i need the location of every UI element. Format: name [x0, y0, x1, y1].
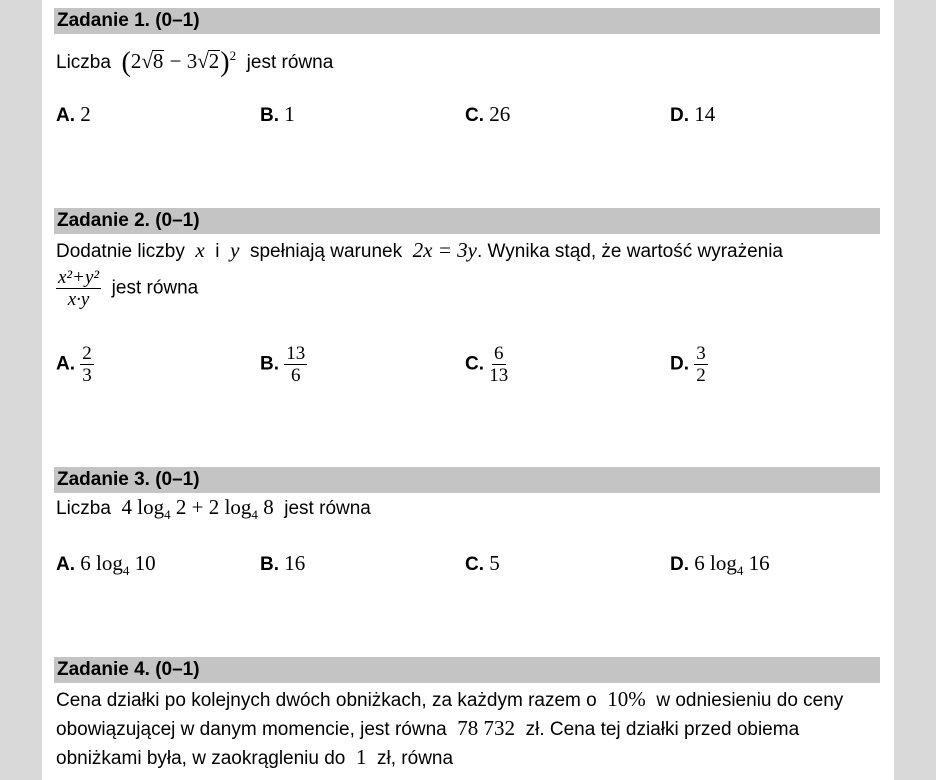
- task-1-prompt-start: Liczba: [56, 52, 111, 73]
- var-y: y: [230, 238, 240, 262]
- task-1-header: Zadanie 1. (0–1): [54, 8, 880, 34]
- task-4-line-1: Cena działki po kolejnych dwóch obniżkach, za każdym razem o 10% w odniesieniu do ceny: [56, 687, 844, 711]
- task-3-prompt: Liczba 4 $\log_4 2 + 2$ $\log_4 8$ jest równa: [56, 495, 371, 522]
- open-paren: (: [121, 47, 131, 78]
- task-2-option-d[interactable]: D. $\frac{3}{2}$: [670, 343, 706, 386]
- task-3-option-a[interactable]: A. 6 $\log_4 10$: [56, 551, 156, 578]
- task-4-line-2: obowiązującej w danym momencie, jest równa 78 732 zł. Cena tej działki przed obiema: [56, 716, 800, 740]
- coef-2: 3: [186, 49, 198, 73]
- sqrt-sign: √: [141, 49, 153, 73]
- minus-sign: −: [169, 49, 182, 73]
- task-1-option-a[interactable]: A. 2: [56, 102, 91, 126]
- exponent: 2: [229, 48, 237, 63]
- condition: 2x = 3y: [412, 238, 477, 262]
- task-2-option-b[interactable]: B. $\frac{13}{6}$: [260, 343, 306, 386]
- close-paren: ): [220, 47, 230, 78]
- task-2-header: Zadanie 2. (0–1): [54, 208, 880, 234]
- task-1-option-b[interactable]: B. 1: [260, 102, 295, 126]
- task-2-option-c[interactable]: C. $\frac{6}{13}$: [465, 343, 509, 386]
- task-4-line-3: obniżkami była, w zaokrągleniu do 1 zł, równa: [56, 745, 454, 769]
- task-1-option-d[interactable]: D. 14: [670, 102, 716, 126]
- task-1-prompt: [56, 42, 333, 77]
- task-3-option-b[interactable]: B. 16: [260, 551, 306, 575]
- task-3-option-d[interactable]: D. 6 $\log_4 16$: [670, 551, 770, 578]
- task-2-line-2: $\frac{\text{x²+y²}}{x\cdot y}$ jest równa: [58, 267, 199, 310]
- task-2-option-a[interactable]: A. $\frac{2}{3}$: [56, 343, 92, 386]
- task-4-header: Zadanie 4. (0–1): [54, 657, 880, 683]
- task-3-option-c[interactable]: C. 5: [465, 551, 500, 575]
- task-1-option-c[interactable]: C. 26: [465, 102, 511, 126]
- sqrt-sign: √: [197, 49, 209, 73]
- expression-fraction: $\frac{\text{x²+y²}}{x\cdot y}$: [58, 267, 100, 310]
- task-1-prompt-end: jest równa: [246, 52, 334, 73]
- coef-1: 2: [130, 49, 142, 73]
- exam-page: [42, 0, 894, 780]
- task-2-line-1: Dodatnie liczby x i y spełniają warunek 2x = 3y. Wynika stąd, że wartość wyrażenia: [56, 238, 784, 262]
- radicand-1: 8: [152, 49, 164, 73]
- task-3-header: Zadanie 3. (0–1): [54, 467, 880, 493]
- var-x: x: [195, 238, 205, 262]
- radicand-2: 2: [208, 49, 220, 73]
